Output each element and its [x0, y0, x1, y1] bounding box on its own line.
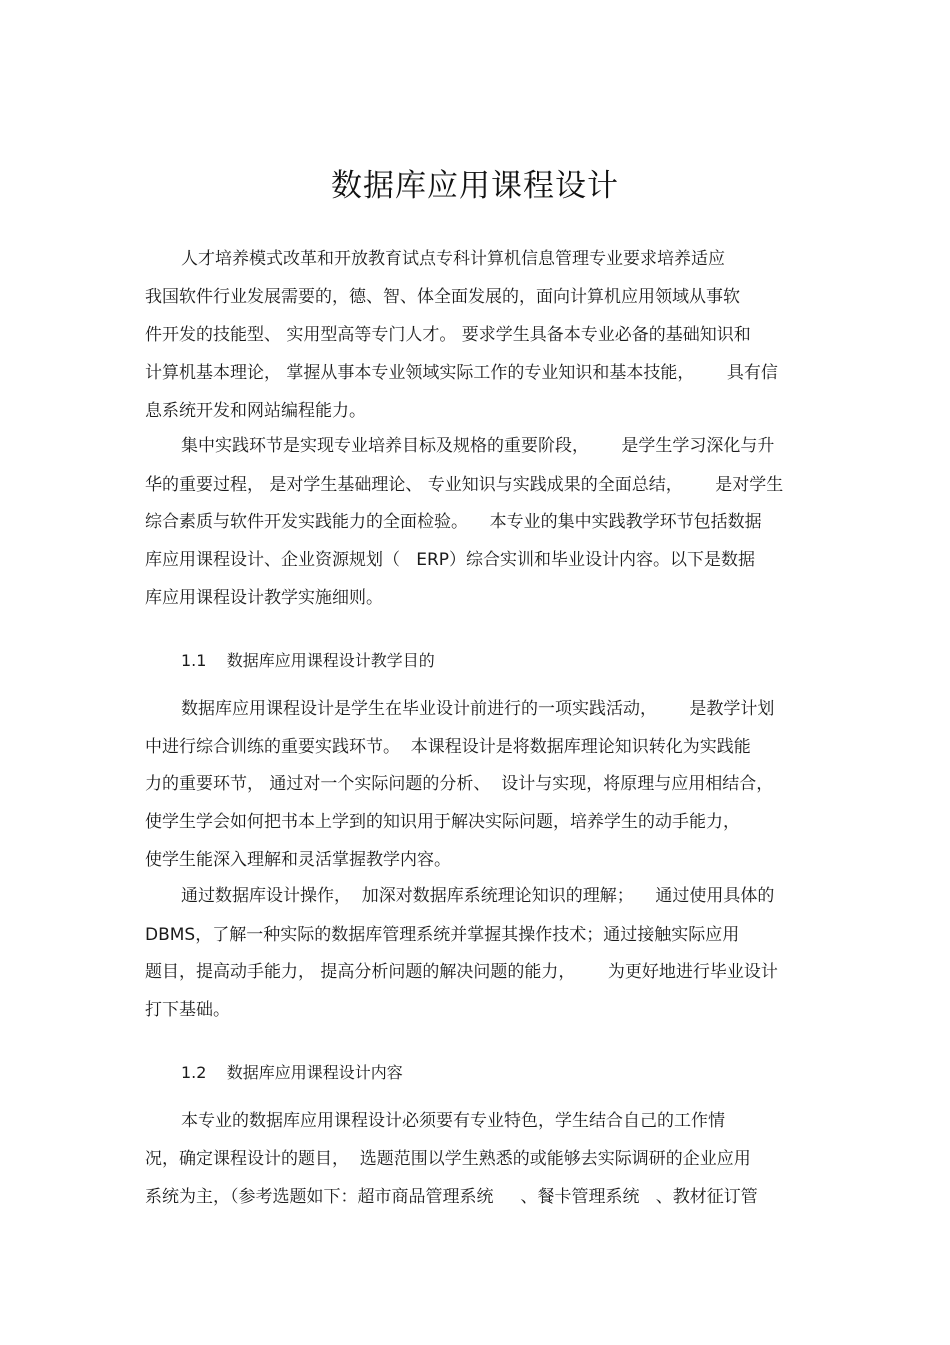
- paragraph-line: 综合素质与软件开发实践能力的全面检验。 本专业的集中实践教学环节包括数据: [145, 512, 762, 532]
- paragraph-line: 本专业的数据库应用课程设计必须要有专业特色，学生结合自己的工作情: [181, 1111, 725, 1131]
- paragraph-line: 库应用课程设计教学实施细则。: [145, 588, 383, 608]
- paragraph-line: 中进行综合训练的重要实践环节。 本课程设计是将数据库理论知识转化为实践能: [145, 737, 751, 757]
- document-title: 数据库应用课程设计: [331, 168, 619, 204]
- paragraph-line: 人才培养模式改革和开放教育试点专科计算机信息管理专业要求培养适应: [181, 249, 725, 269]
- paragraph-line: DBMS，了解一种实际的数据库管理系统并掌握其操作技术；通过接触实际应用: [145, 925, 740, 945]
- paragraph-line: 我国软件行业发展需要的，德、智、体全面发展的，面向计算机应用领域从事软: [145, 287, 740, 307]
- paragraph-line: 题目，提高动手能力， 提高分析问题的解决问题的能力， 为更好地进行毕业设计: [145, 962, 778, 982]
- paragraph-line: 件开发的技能型、 实用型高等专门人才。 要求学生具备本专业必备的基础知识和: [145, 325, 751, 345]
- paragraph-line: 息系统开发和网站编程能力。: [145, 401, 366, 421]
- paragraph-line: 使学生学会如何把书本上学到的知识用于解决实际问题，培养学生的动手能力，: [145, 812, 740, 832]
- paragraph-line: 打下基础。: [145, 1000, 230, 1020]
- paragraph-line: 华的重要过程， 是对学生基础理论、 专业知识与实践成果的全面总结， 是对学生: [145, 475, 784, 495]
- paragraph-line: 力的重要环节， 通过对一个实际问题的分析、 设计与实现，将原理与应用相结合，: [145, 774, 774, 794]
- paragraph-line: 使学生能深入理解和灵活掌握教学内容。: [145, 850, 451, 870]
- paragraph-line: 库应用课程设计、企业资源规划（ ERP）综合实训和毕业设计内容。以下是数据: [145, 550, 756, 570]
- paragraph-line: 数据库应用课程设计是学生在毕业设计前进行的一项实践活动， 是教学计划: [181, 699, 775, 719]
- section-heading: 1.1 数据库应用课程设计教学目的: [181, 651, 435, 670]
- paragraph-line: 况，确定课程设计的题目， 选题范围以学生熟悉的或能够去实际调研的企业应用: [145, 1149, 751, 1169]
- paragraph-line: 集中实践环节是实现专业培养目标及规格的重要阶段， 是学生学习深化与升: [181, 436, 775, 456]
- paragraph-line: 通过数据库设计操作， 加深对数据库系统理论知识的理解； 通过使用具体的: [181, 886, 775, 906]
- paragraph-line: 计算机基本理论， 掌握从事本专业领域实际工作的专业知识和基本技能， 具有信: [145, 363, 778, 383]
- paragraph-line: 系统为主，（参考选题如下：超市商品管理系统 、餐卡管理系统 、教材征订管: [145, 1187, 758, 1207]
- section-heading: 1.2 数据库应用课程设计内容: [181, 1063, 403, 1082]
